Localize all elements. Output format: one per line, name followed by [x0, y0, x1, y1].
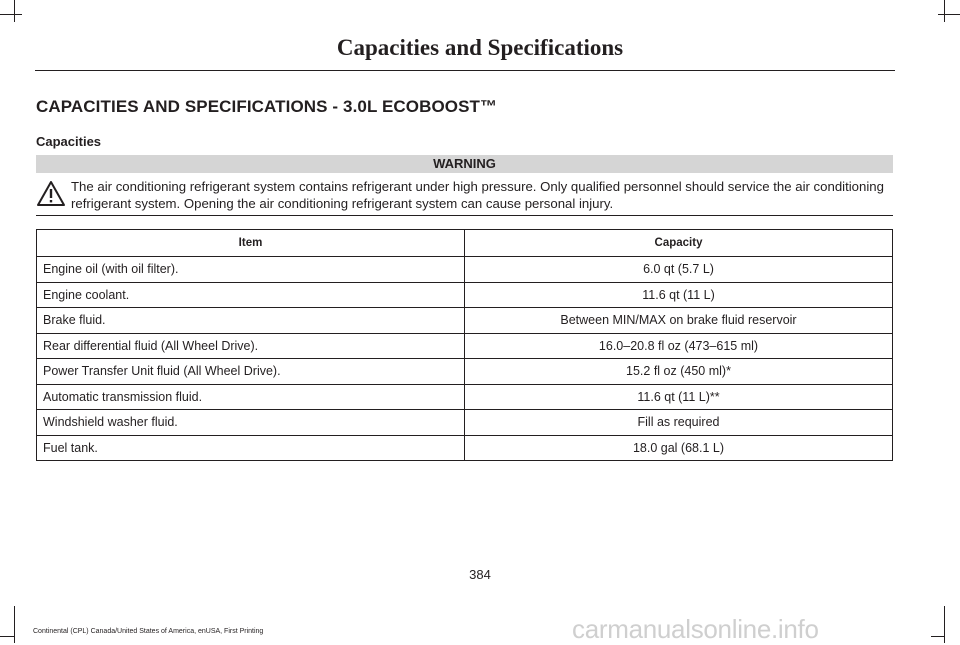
crop-mark — [931, 636, 944, 637]
edition-footer: Continental (CPL) Canada/United States of America, enUSA, First Printing — [33, 628, 264, 635]
warning-triangle-icon — [36, 180, 66, 207]
header-item: Item — [37, 230, 465, 257]
running-header: Capacities and Specifications — [336, 35, 624, 60]
table-row — [37, 282, 893, 308]
row-item: Fuel tank. — [37, 435, 465, 461]
table-row — [37, 410, 893, 436]
crop-mark — [14, 606, 15, 643]
crop-mark — [944, 0, 945, 22]
row-capacity: 18.0 gal (68.1 L) — [465, 435, 893, 461]
table-row — [37, 308, 893, 334]
section-title: CAPACITIES AND SPECIFICATIONS - 3.0L ECOBOOST™ — [36, 97, 498, 116]
capacities-table — [36, 229, 893, 461]
crop-mark — [0, 636, 14, 637]
row-capacity: Fill as required — [465, 410, 893, 436]
section-subtitle: Capacities — [36, 134, 102, 149]
row-capacity: 15.2 fl oz (450 ml)* — [465, 359, 893, 385]
row-capacity: Between MIN/MAX on brake fluid reservoir — [465, 308, 893, 334]
row-capacity: 11.6 qt (11 L)** — [465, 384, 893, 410]
row-item: Power Transfer Unit fluid (All Wheel Drive). — [37, 359, 465, 385]
table-row — [37, 435, 893, 461]
table-row — [37, 257, 893, 283]
row-item: Engine coolant. — [37, 282, 465, 308]
crop-mark — [938, 14, 960, 15]
row-item: Brake fluid. — [37, 308, 465, 334]
crop-mark — [14, 0, 15, 22]
warning-label: WARNING — [36, 155, 893, 173]
header-rule — [35, 70, 895, 71]
table-row — [37, 333, 893, 359]
warning-text: The air conditioning refrigerant system contains refrigerant under high pressure. Only qualified personnel should service the air conditioning refrigerant system. Opening the air conditioning refrigerant system can cause personal injury. — [71, 179, 884, 211]
row-item: Engine oil (with oil filter). — [37, 257, 465, 283]
crop-mark — [0, 14, 22, 15]
header-capacity: Capacity — [465, 230, 893, 257]
row-item: Windshield washer fluid. — [37, 410, 465, 436]
watermark: carmanualsonline.info — [572, 614, 819, 644]
row-item: Automatic transmission fluid. — [37, 384, 465, 410]
row-capacity: 6.0 qt (5.7 L) — [465, 257, 893, 283]
table-header-row — [37, 230, 893, 257]
table-row — [37, 359, 893, 385]
row-capacity: 16.0–20.8 fl oz (473–615 ml) — [465, 333, 893, 359]
crop-mark — [944, 606, 945, 643]
page-number: 384 — [469, 567, 491, 582]
row-item: Rear differential fluid (All Wheel Drive). — [37, 333, 465, 359]
warning-rule — [36, 215, 893, 216]
row-capacity: 11.6 qt (11 L) — [465, 282, 893, 308]
table-row — [37, 384, 893, 410]
